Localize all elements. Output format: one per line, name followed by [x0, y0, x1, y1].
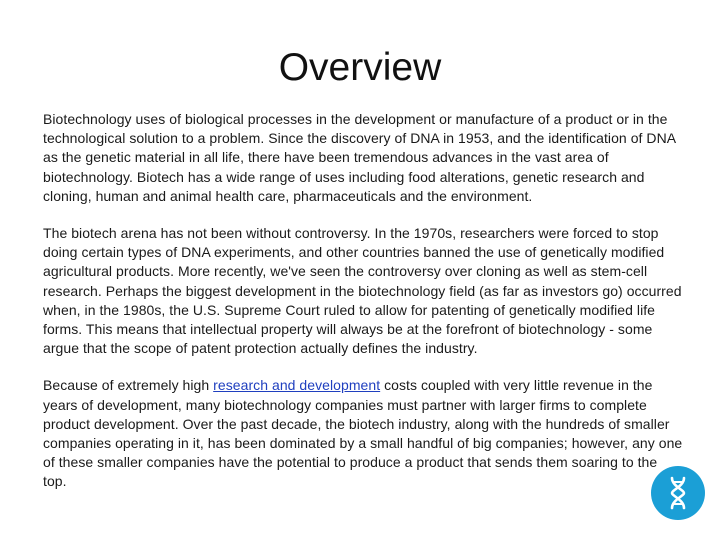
paragraph-3-text-start: Because of extremely high: [43, 377, 214, 394]
dna-icon: [663, 476, 693, 510]
page-title: Overview: [278, 46, 442, 89]
paragraph-3-text-end: costs coupled with very little revenue in the years of development, many biotechnology companies must partner with larger firms to complete product development. Over the past decade, the biotech industry, along with the hundreds of smaller companies operating in it, has been dominated by a small handful of big companies; however, any one of these smaller companies have the potential to produce a product that sends them soaring to the top.: [43, 377, 683, 490]
research-and-development-link[interactable]: research and development: [213, 377, 381, 394]
paragraph-3: [43, 376, 683, 491]
dna-logo: [651, 466, 705, 520]
paragraph-1: Biotechnology uses of biological processes in the development or manufacture of a product or in the technological solution to a problem. Since the discovery of DNA in 1953, and the identification of DNA as the genetic material in all life, there have been tremendous advances in the vast area of biotechnology. Biotech has a wide range of uses including food alterations, genetic research and cloning, human and animal health care, pharmaceuticals and the environment.: [43, 111, 676, 204]
body-text: [43, 110, 683, 492]
paragraph-2: The biotech arena has not been without controversy. In the 1970s, researchers were forced to stop doing certain types of DNA experiments, and other countries banned the use of genetically modified agricultural products. More recently, we've seen the controversy over cloning as well as stem-cell research. Perhaps the biggest development in the biotechnology field (as far as investors go) occurred when, in the 1980s, the U.S. Supreme Court ruled to allow for patenting of genetically modified life forms. This means that intellectual property will always be at the forefront of biotechnology - some argue that the scope of patent protection actually defines the industry.: [43, 225, 682, 357]
